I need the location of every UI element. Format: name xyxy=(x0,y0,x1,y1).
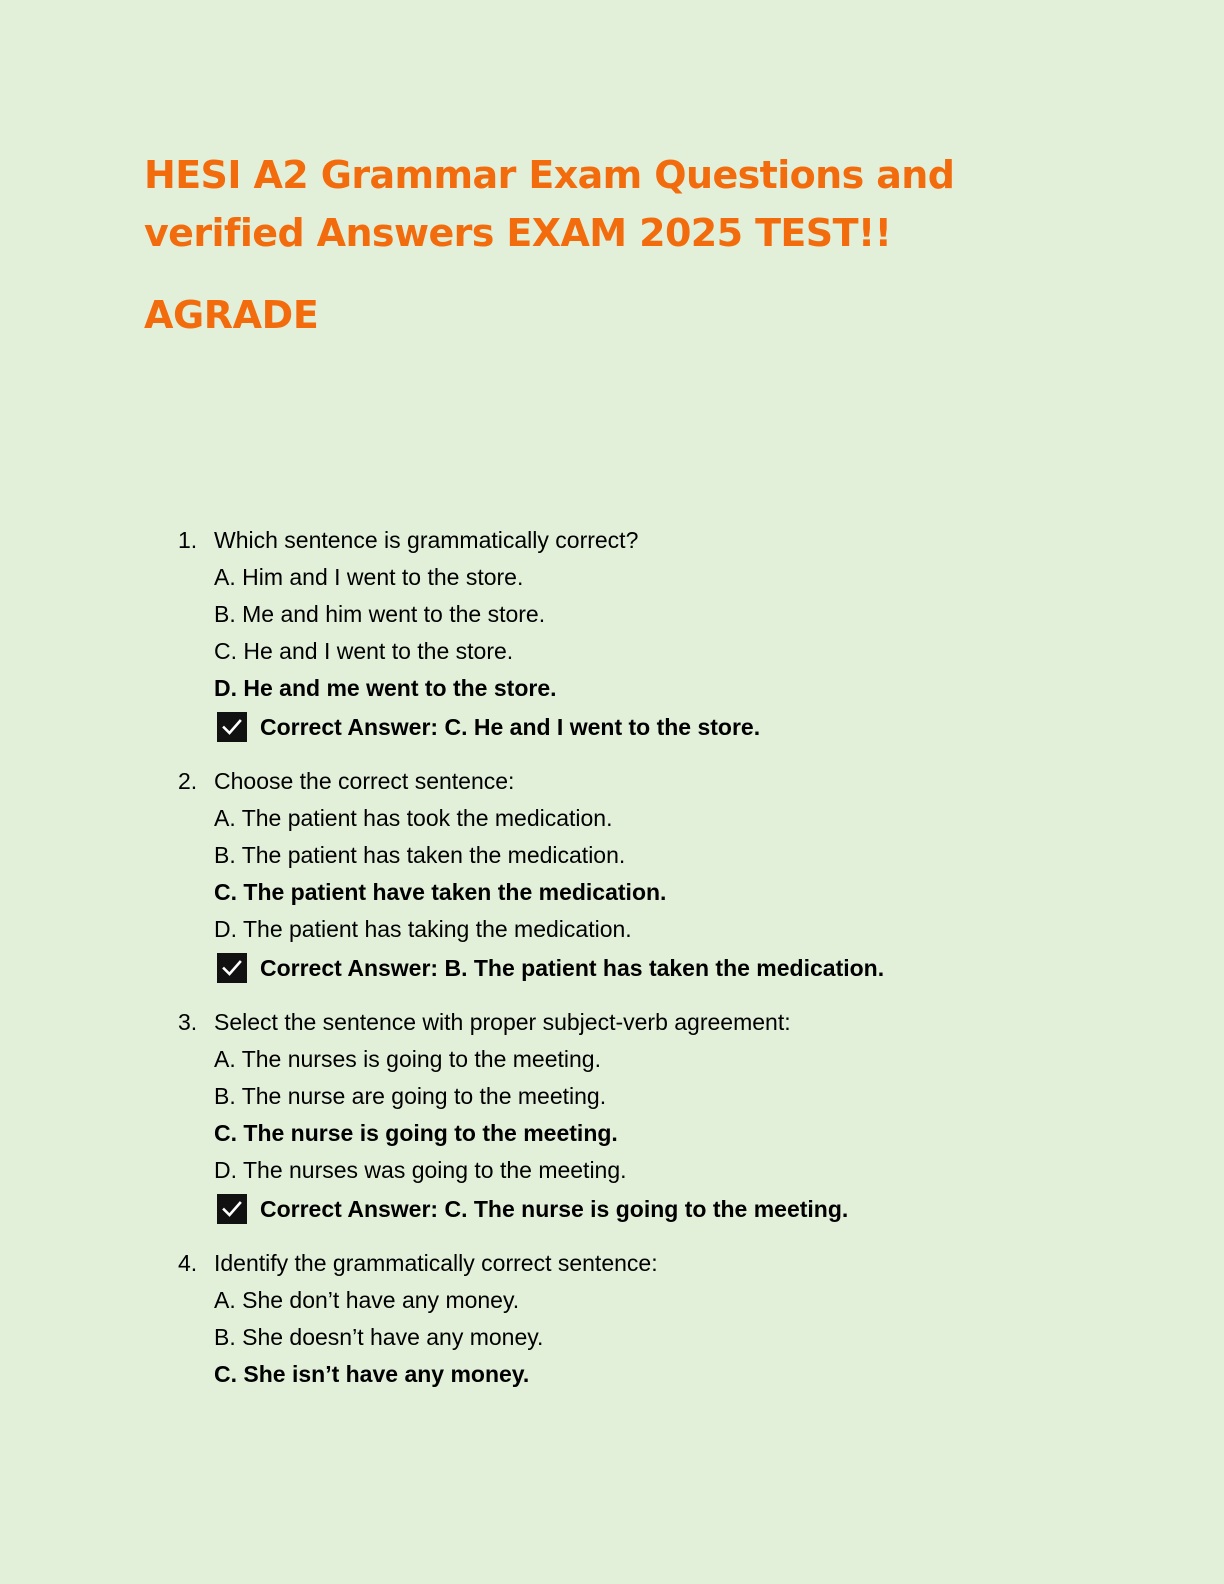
option-c: C. The patient have taken the medication. xyxy=(214,879,667,905)
document-subtitle: AGRADE xyxy=(144,293,319,337)
question-number: 2. xyxy=(178,768,198,794)
question-item xyxy=(178,1004,1078,1229)
option-c: C. The nurse is going to the meeting. xyxy=(214,1120,618,1146)
question-item xyxy=(178,763,1078,988)
option-a: A. The patient has took the medication. xyxy=(214,805,613,831)
question-list xyxy=(178,522,1078,1409)
question-number: 3. xyxy=(178,1009,198,1035)
option-b: B. She doesn’t have any money. xyxy=(214,1324,544,1350)
check-box-icon xyxy=(217,712,247,742)
correct-answer xyxy=(214,1189,1078,1229)
correct-answer-text: Correct Answer: B. The patient has taken the medication. xyxy=(260,954,885,981)
option-a: A. The nurses is going to the meeting. xyxy=(214,1046,601,1072)
option-d: D. He and me went to the store. xyxy=(214,675,557,701)
correct-answer xyxy=(214,948,1078,988)
correct-answer xyxy=(214,707,1078,747)
correct-answer-text: Correct Answer: C. The nurse is going to the meeting. xyxy=(260,1195,849,1222)
option-d: D. The patient has taking the medication. xyxy=(214,916,632,942)
question-number: 1. xyxy=(178,527,198,553)
question-text: Choose the correct sentence: xyxy=(214,768,515,794)
option-a: A. Him and I went to the store. xyxy=(214,564,524,590)
question-item xyxy=(178,522,1078,747)
option-c: C. She isn’t have any money. xyxy=(214,1361,530,1387)
option-b: B. Me and him went to the store. xyxy=(214,601,546,627)
option-d: D. The nurses was going to the meeting. xyxy=(214,1157,627,1183)
option-c: C. He and I went to the store. xyxy=(214,638,514,664)
question-item xyxy=(178,1245,1078,1393)
question-text: Identify the grammatically correct sentence: xyxy=(214,1250,658,1276)
question-text: Which sentence is grammatically correct? xyxy=(214,527,639,553)
option-a: A. She don’t have any money. xyxy=(214,1287,520,1313)
check-box-icon xyxy=(217,953,247,983)
question-text: Select the sentence with proper subject-verb agreement: xyxy=(214,1009,791,1035)
correct-answer-text: Correct Answer: C. He and I went to the store. xyxy=(260,713,761,740)
document-header xyxy=(144,146,1104,344)
question-number: 4. xyxy=(178,1250,198,1276)
option-b: B. The patient has taken the medication. xyxy=(214,842,626,868)
check-box-icon xyxy=(217,1194,247,1224)
document-title: HESI A2 Grammar Exam Questions and verified Answers EXAM 2025 TEST!! xyxy=(144,153,955,255)
option-b: B. The nurse are going to the meeting. xyxy=(214,1083,607,1109)
